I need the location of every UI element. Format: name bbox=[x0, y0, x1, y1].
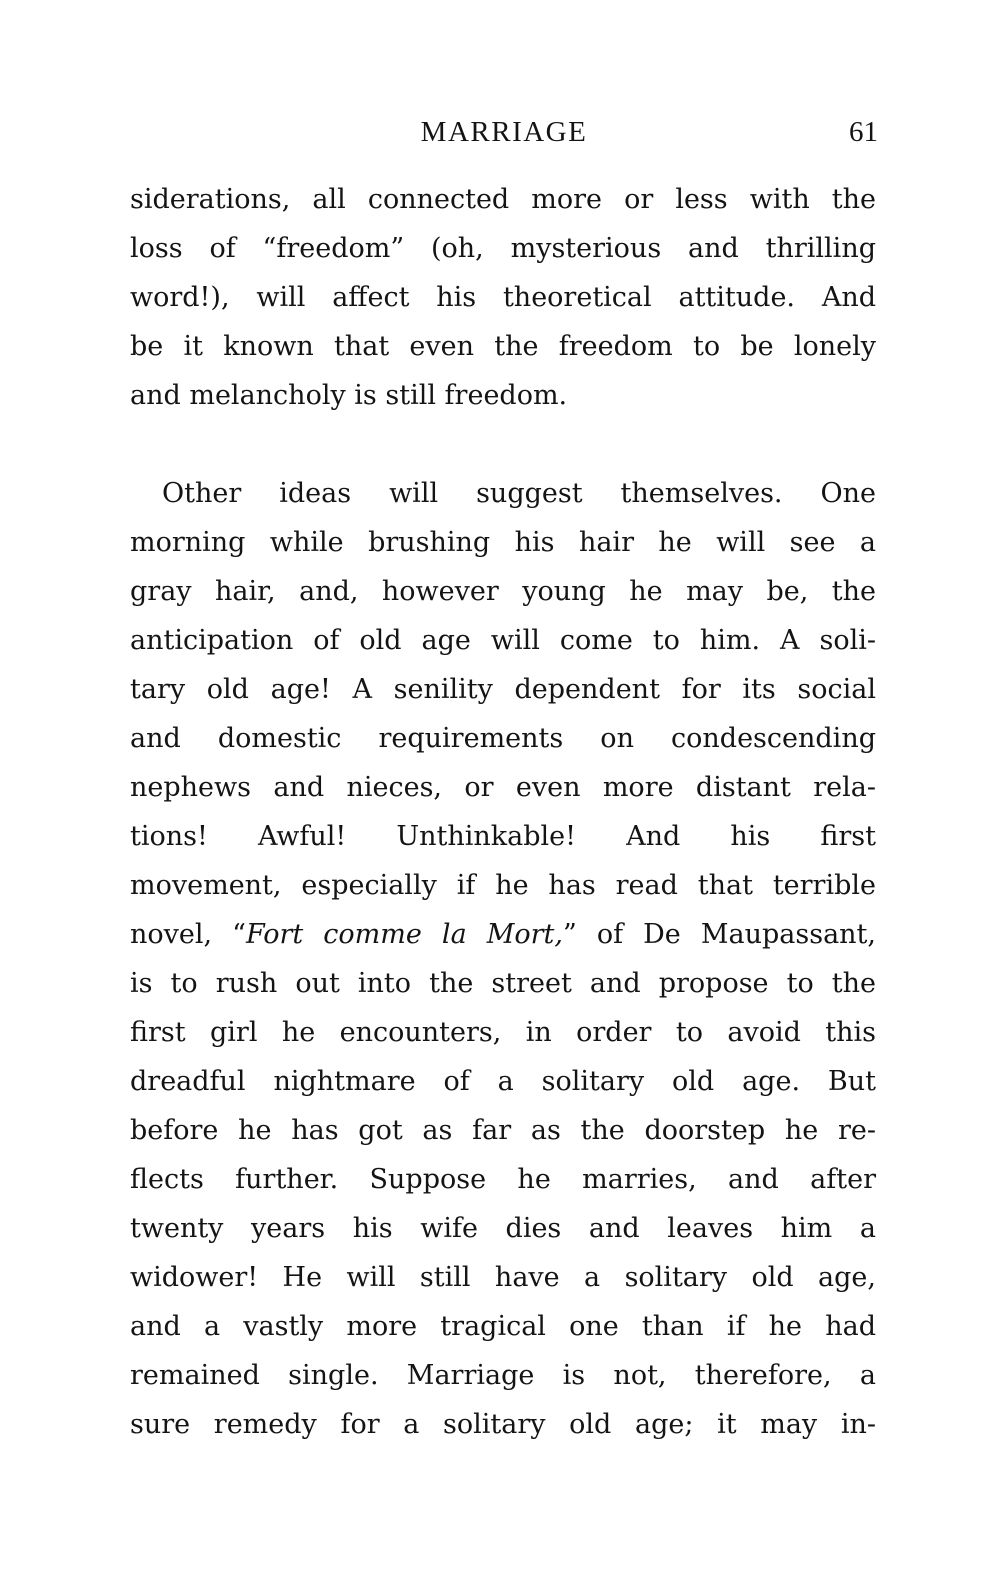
text-line: twenty years his wife dies and leaves him a bbox=[130, 1213, 876, 1244]
text-line: and domestic requirements on condescending bbox=[130, 723, 876, 754]
italic-novel-title: Fort comme la Mort, bbox=[245, 919, 563, 950]
paragraph-1 bbox=[130, 175, 876, 420]
text-line: dreadful nightmare of a solitary old age. But bbox=[130, 1066, 876, 1097]
text-line: loss of “freedom” (oh, mysterious and thrilling bbox=[130, 233, 876, 264]
text-line: is to rush out into the street and propose to the bbox=[130, 968, 876, 999]
text-line: first girl he encounters, in order to avoid this bbox=[130, 1017, 876, 1048]
text-run: novel, “ bbox=[130, 919, 246, 950]
text-line: and melancholy is still freedom. bbox=[130, 380, 568, 411]
text-line: flects further. Suppose he marries, and after bbox=[130, 1164, 876, 1195]
running-head bbox=[130, 112, 878, 152]
text-line: movement, especially if he has read that terrible bbox=[130, 870, 876, 901]
text-line: gray hair, and, however young he may be, the bbox=[130, 576, 876, 607]
paragraph-gap bbox=[130, 420, 876, 469]
paragraph-2 bbox=[130, 469, 876, 1449]
text-line: be it known that even the freedom to be lonely bbox=[130, 331, 876, 362]
text-line: Other ideas will suggest themselves. One bbox=[162, 478, 876, 509]
text-line: morning while brushing his hair he will see a bbox=[130, 527, 876, 558]
text-line: tary old age! A senility dependent for its social bbox=[130, 674, 876, 705]
text-line: siderations, all connected more or less with the bbox=[130, 184, 876, 215]
text-line: anticipation of old age will come to him. A soli- bbox=[130, 625, 876, 656]
text-line: sure remedy for a solitary old age; it may in- bbox=[130, 1409, 876, 1440]
running-title: MARRIAGE bbox=[420, 116, 588, 148]
text-line-with-italic-title bbox=[130, 910, 876, 959]
text-line: tions! Awful! Unthinkable! And his first bbox=[130, 821, 876, 852]
text-line: widower! He will still have a solitary old age, bbox=[130, 1262, 876, 1293]
text-line: nephews and nieces, or even more distant rela- bbox=[130, 772, 876, 803]
page-number: 61 bbox=[849, 116, 878, 148]
text-run: ” of De Maupassant, bbox=[562, 919, 876, 950]
text-line: before he has got as far as the doorstep he re- bbox=[130, 1115, 876, 1146]
text-line: and a vastly more tragical one than if he had bbox=[130, 1311, 876, 1342]
text-line: word!), will affect his theoretical attitude. And bbox=[130, 282, 876, 313]
text-line: remained single. Marriage is not, therefore, a bbox=[130, 1360, 876, 1391]
body-text bbox=[130, 175, 876, 1449]
